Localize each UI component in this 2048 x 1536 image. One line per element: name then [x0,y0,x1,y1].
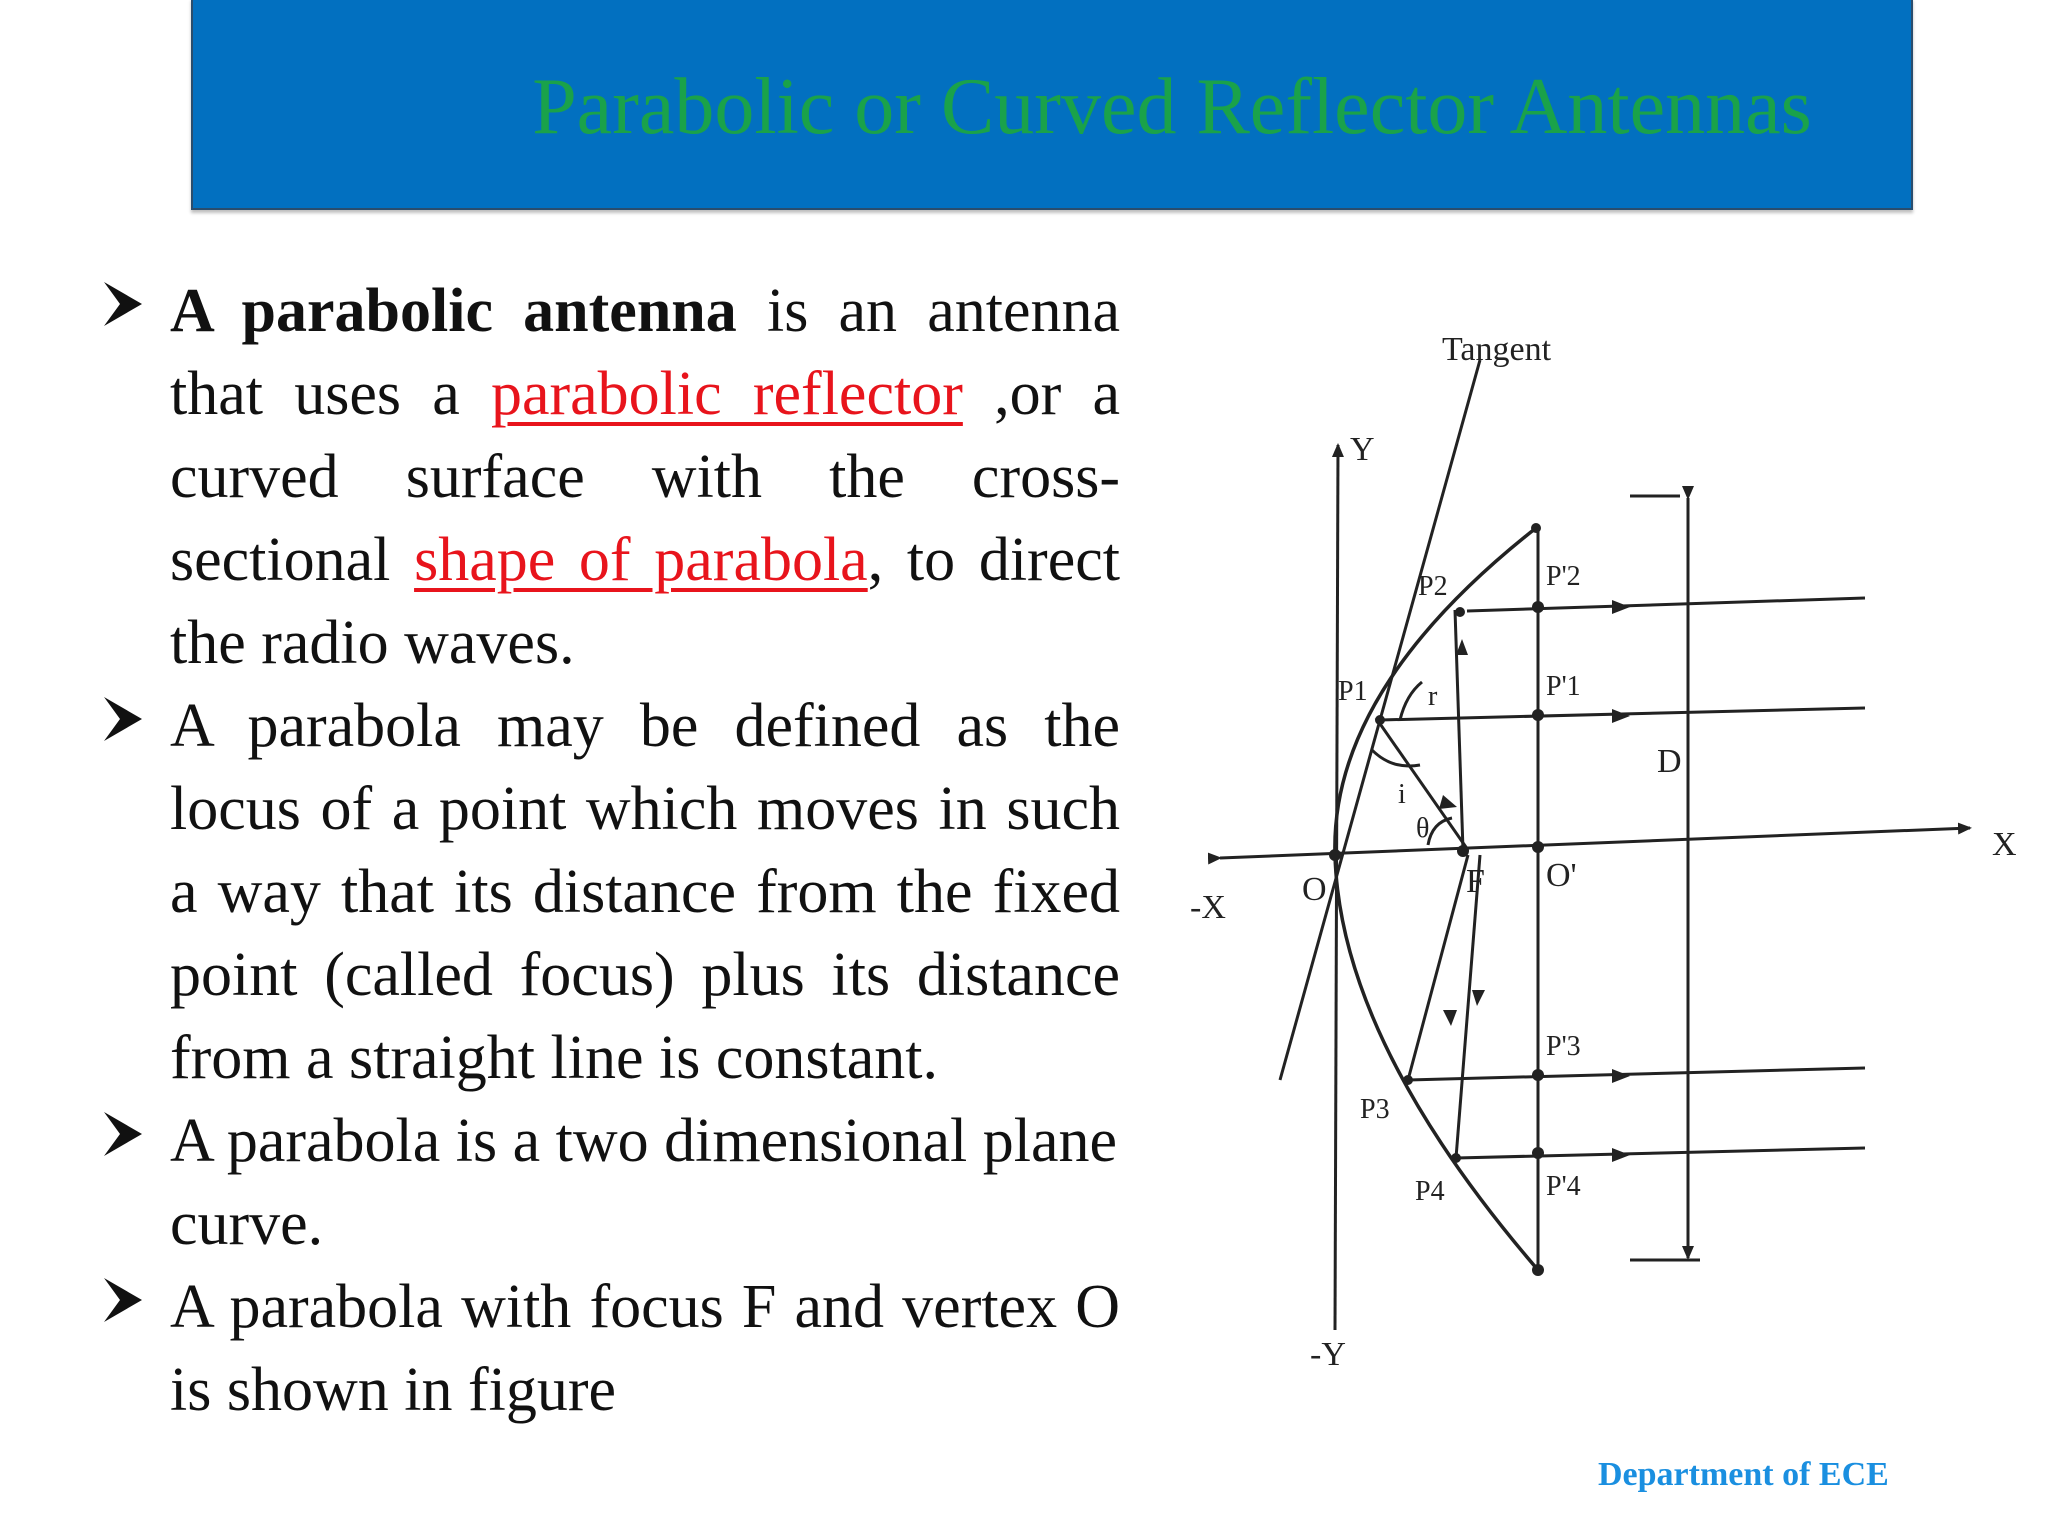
bullet-item [100,1266,1120,1432]
label-p2-prime: P'2 [1546,561,1581,592]
focus-ray-p3 [1408,855,1468,1080]
ray-p3 [1408,1068,1865,1080]
label-o: O [1302,871,1327,908]
title-bar [191,0,1913,210]
bullet-item [100,1100,1120,1266]
label-neg-x: -X [1190,889,1226,926]
arrow-bullet-icon [100,689,146,749]
arrow-bullet-icon [100,1270,146,1330]
slide-title: Parabolic or Curved Reflector Antennas [532,63,1812,151]
ray-p4 [1456,1148,1865,1158]
bullet-text: A parabola is a two dimensional plane curve. [170,1107,1117,1258]
label-p3: P3 [1360,1094,1390,1125]
link-parabolic-reflector[interactable]: parabolic reflector [491,360,963,428]
label-d: D [1657,743,1682,780]
label-p2: P2 [1418,571,1448,602]
bullet-item [100,685,1120,1100]
point-o-prime [1532,841,1544,853]
label-p4: P4 [1415,1176,1445,1207]
ray-p2 [1467,598,1865,611]
label-i: i [1398,779,1406,810]
label-p1: P1 [1338,676,1368,707]
arrow-bullet-icon [100,274,146,334]
bullet-text: A parabola with focus F and vertex O is shown in figure [170,1273,1120,1424]
label-r: r [1428,681,1438,712]
point-o [1329,849,1341,861]
label-neg-y: -Y [1310,1336,1346,1373]
text-span: , to direct the radio waves. [170,526,1120,677]
point-f [1457,845,1469,857]
arrow-bullet-icon [100,1104,146,1164]
label-o-prime: O' [1546,857,1577,894]
bullet-text: A parabola may be defined as the locus of a point which moves in such a way that its distance from the fixed point (called focus) plus its distance from a straight line is constant. [170,692,1120,1092]
label-y: Y [1350,431,1375,468]
parabolic-reflector-diagram [1160,310,2020,1410]
label-f: F [1466,863,1485,900]
bullet-item [100,270,1120,685]
link-shape-of-parabola[interactable]: shape of parabola [414,526,868,594]
label-p1-prime: P'1 [1546,671,1581,702]
label-tangent: Tangent [1442,331,1552,368]
label-p4-prime: P'4 [1546,1171,1581,1202]
focus-ray-p4 [1456,855,1480,1158]
bullet-text [170,270,1120,685]
department-footer: Department of ECE [1598,1456,1889,1493]
text-span: ,or a curved surface with the cross-sectional [170,360,1120,594]
label-p3-prime: P'3 [1546,1031,1581,1062]
parabola-curve [1335,528,1538,1270]
label-x: X [1992,826,2017,863]
bullet-list [100,270,1120,1432]
bold-term: A parabolic antenna [170,277,737,345]
text-span: is an antenna that uses a [170,277,1121,428]
label-theta: θ [1416,813,1430,844]
